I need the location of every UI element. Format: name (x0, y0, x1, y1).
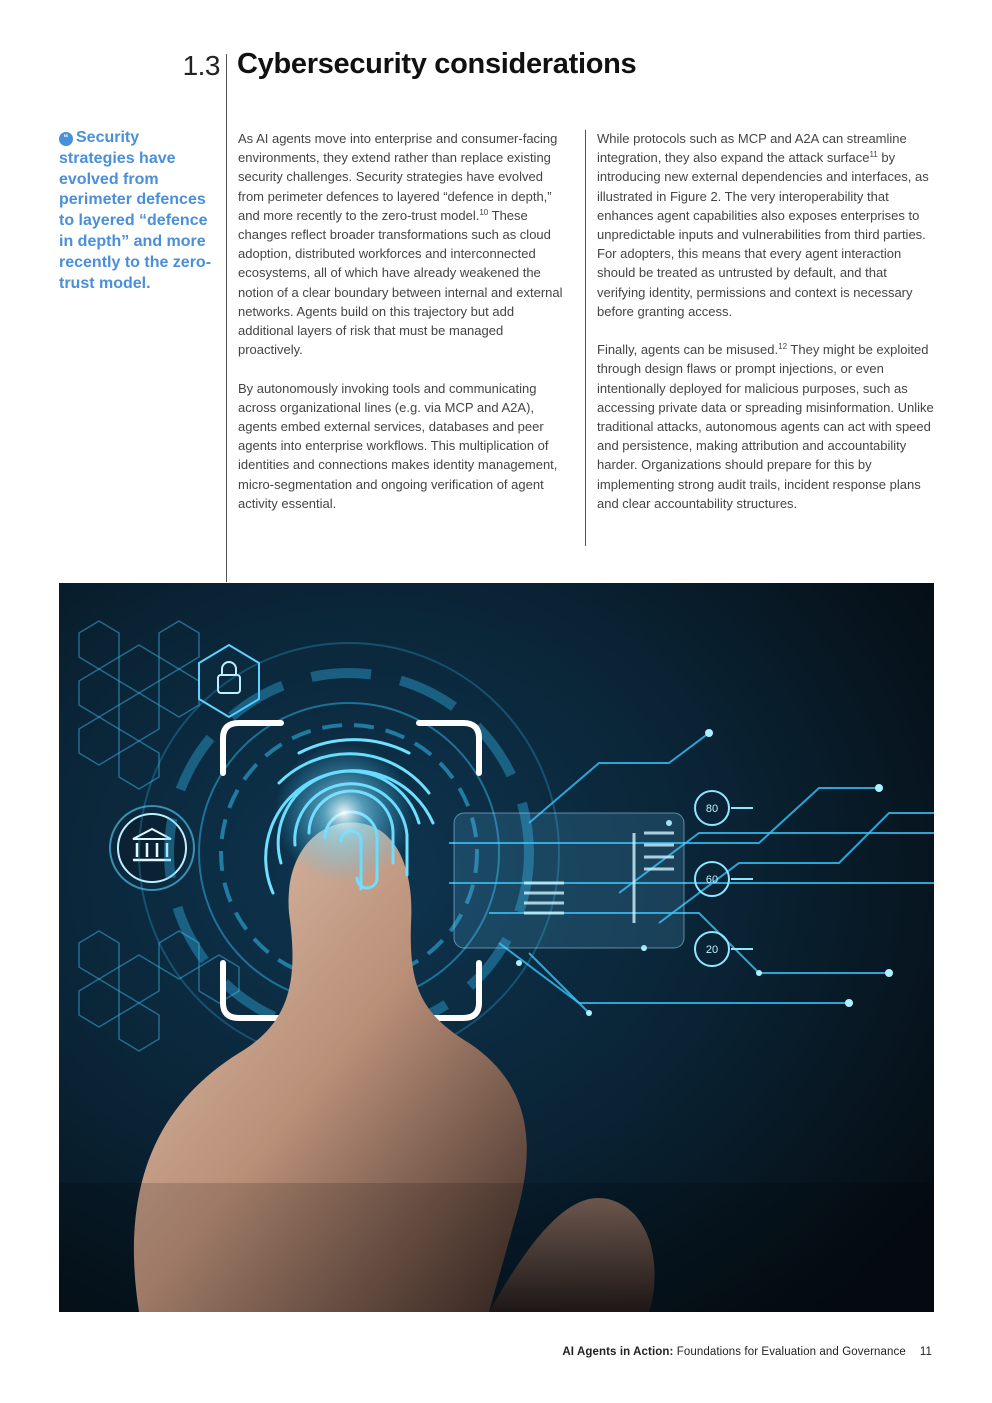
paragraph: By autonomously invoking tools and communicating across organizational lines (e.g. via MCP and A2A), agents embed external services, databases and peer agents into enterprise workflows. This multiplication of identities and connections makes identity management, micro-segmentation and ongoing verification of agent activity essential. (238, 380, 558, 511)
page-footer (562, 1346, 932, 1358)
page-number: 11 (919, 1346, 932, 1358)
footer-title-bold: AI Agents in Action: (562, 1346, 674, 1358)
gauge-label: 60 (705, 874, 719, 886)
quote-icon: “ (59, 132, 73, 146)
pull-quote-text: Security strategies have evolved from perimeter defences to layered “defence in depth” and more recently to the zero-trust model. (59, 129, 212, 292)
paragraph: Finally, agents can be misused.$^{12}$ They might be exploited through design flaws or prompt injections, or even intentionally deployed for malicious purposes, such as accessing private data or spreading misinformation. Unlike traditional attacks, autonomous agents can act with speed and persistence, making attribution and accountability harder. Organizations should prepare for this by implementing strong audit trails, incident response plans and clear accountability structures. (597, 342, 934, 511)
footnote-ref[interactable]: 11 (869, 150, 878, 160)
body-column-1 (238, 129, 568, 532)
column-divider (585, 130, 586, 546)
body-column-2 (597, 129, 935, 532)
section-number: 1.3 (182, 50, 220, 81)
paragraph: While protocols such as MCP and A2A can streamline integration, they also expand the attack surface$^{11}$ by introducing new external dependencies and interfaces, as illustrated in Figure 2. The very interoperability that enhances agent capabilities also exposes enterprises to unpredictable inputs and vulnerabilities from third parties. For adopters, this means that every agent interaction should be treated as untrusted by default, and that verifying identity, permissions and context is necessary before granting access. (597, 131, 929, 319)
pull-quote (59, 128, 219, 294)
footer-title: Foundations for Evaluation and Governance (673, 1346, 906, 1358)
footnote-ref[interactable]: 12 (778, 342, 788, 352)
paragraph: As AI agents move into enterprise and consumer-facing environments, they extend rather than replace existing security challenges. Security strategies have evolved from perimeter defences to layered “defence in depth,” and more recently to the zero-trust model.$^{10}$ These changes reflect broader transformations such as cloud adoption, distributed workforces and interconnected ecosystems, all of which have already weakened the notion of a clear boundary between internal and external networks. Agents build on this trajectory but add additional layers of risk that must be managed proactively. (238, 131, 563, 358)
gauge-label: 80 (705, 803, 719, 815)
hero-image (59, 583, 934, 1312)
section-title: Cybersecurity considerations (237, 48, 637, 80)
gauge-label: 20 (705, 944, 719, 956)
bank-icon (110, 806, 194, 890)
footnote-ref[interactable]: 10 (479, 207, 489, 217)
section-divider (226, 54, 227, 582)
